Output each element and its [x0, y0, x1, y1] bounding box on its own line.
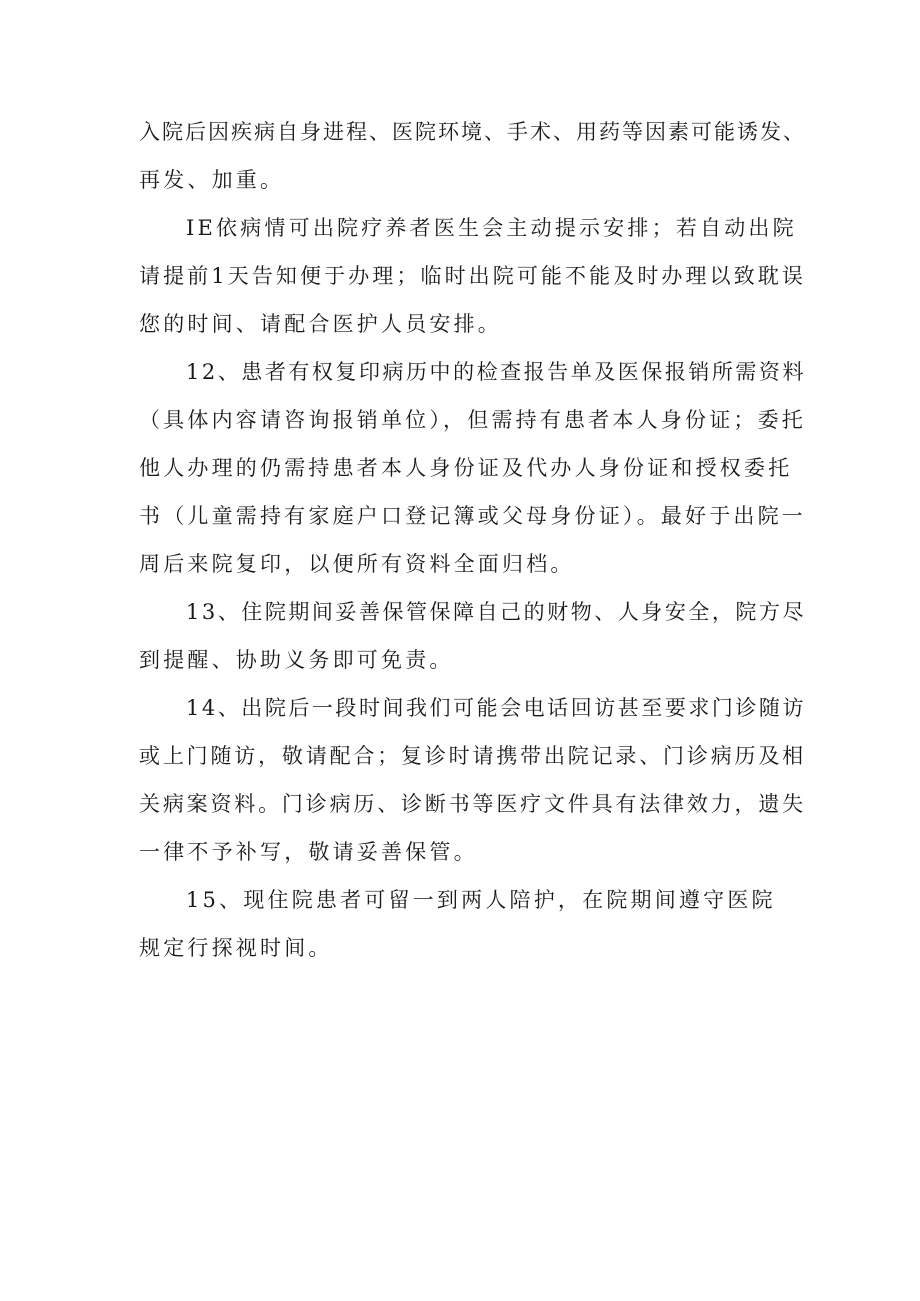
paragraph-item-13-line-2: 到提醒、协助义务即可免责。	[139, 648, 454, 672]
paragraph-item-15-line-1: 15、现住院患者可留一到两人陪护，在院期间遵守医院	[186, 888, 776, 912]
paragraph-item-14-line-1: 14、出院后一段时间我们可能会电话回访甚至要求门诊随访	[186, 696, 806, 720]
paragraph-item-14-line-2: 或上门随访，敬请配合；复诊时请携带出院记录、门诊病历及相	[139, 744, 806, 768]
paragraph-item-12-line-1: 12、患者有权复印病历中的检查报告单及医保报销所需资料	[186, 360, 806, 384]
paragraph-item-14-line-3: 关病案资料。门诊病历、诊断书等医疗文件具有法律效力，遗失	[139, 792, 806, 816]
paragraph-item-12-line-3: 他人办理的仍需持患者本人身份证及代办人身份证和授权委托	[139, 456, 793, 480]
paragraph-item-12-line-5: 周后来院复印，以便所有资料全面归档。	[139, 552, 575, 576]
paragraph-item-14-line-4: 一律不予补写，敬请妥善保管。	[139, 840, 478, 864]
paragraph-item-12-line-2: （具体内容请咨询报销单位），但需持有患者本人身份证；委托	[139, 408, 806, 432]
paragraph-item-11-line-3: 您的时间、请配合医护人员安排。	[139, 312, 502, 336]
paragraph-item-11-line-2: 请提前1天告知便于办理；临时出院可能不能及时办理以致耽误	[139, 264, 806, 288]
paragraph-item-15-line-2: 规定行探视时间。	[139, 936, 333, 960]
paragraph-item-11-line-1: IE依病情可出院疗养者医生会主动提示安排；若自动出院	[186, 216, 797, 240]
paragraph-continuation-line-2: 再发、加重。	[139, 168, 285, 192]
paragraph-continuation-line-1: 入院后因疾病自身进程、医院环境、手术、用药等因素可能诱发、	[139, 120, 806, 144]
paragraph-item-13-line-1: 13、住院期间妥善保管保障自己的财物、人身安全，院方尽	[186, 600, 806, 624]
paragraph-item-12-line-4: 书（儿童需持有家庭户口登记簿或父母身份证）。最好于出院一	[139, 504, 806, 528]
